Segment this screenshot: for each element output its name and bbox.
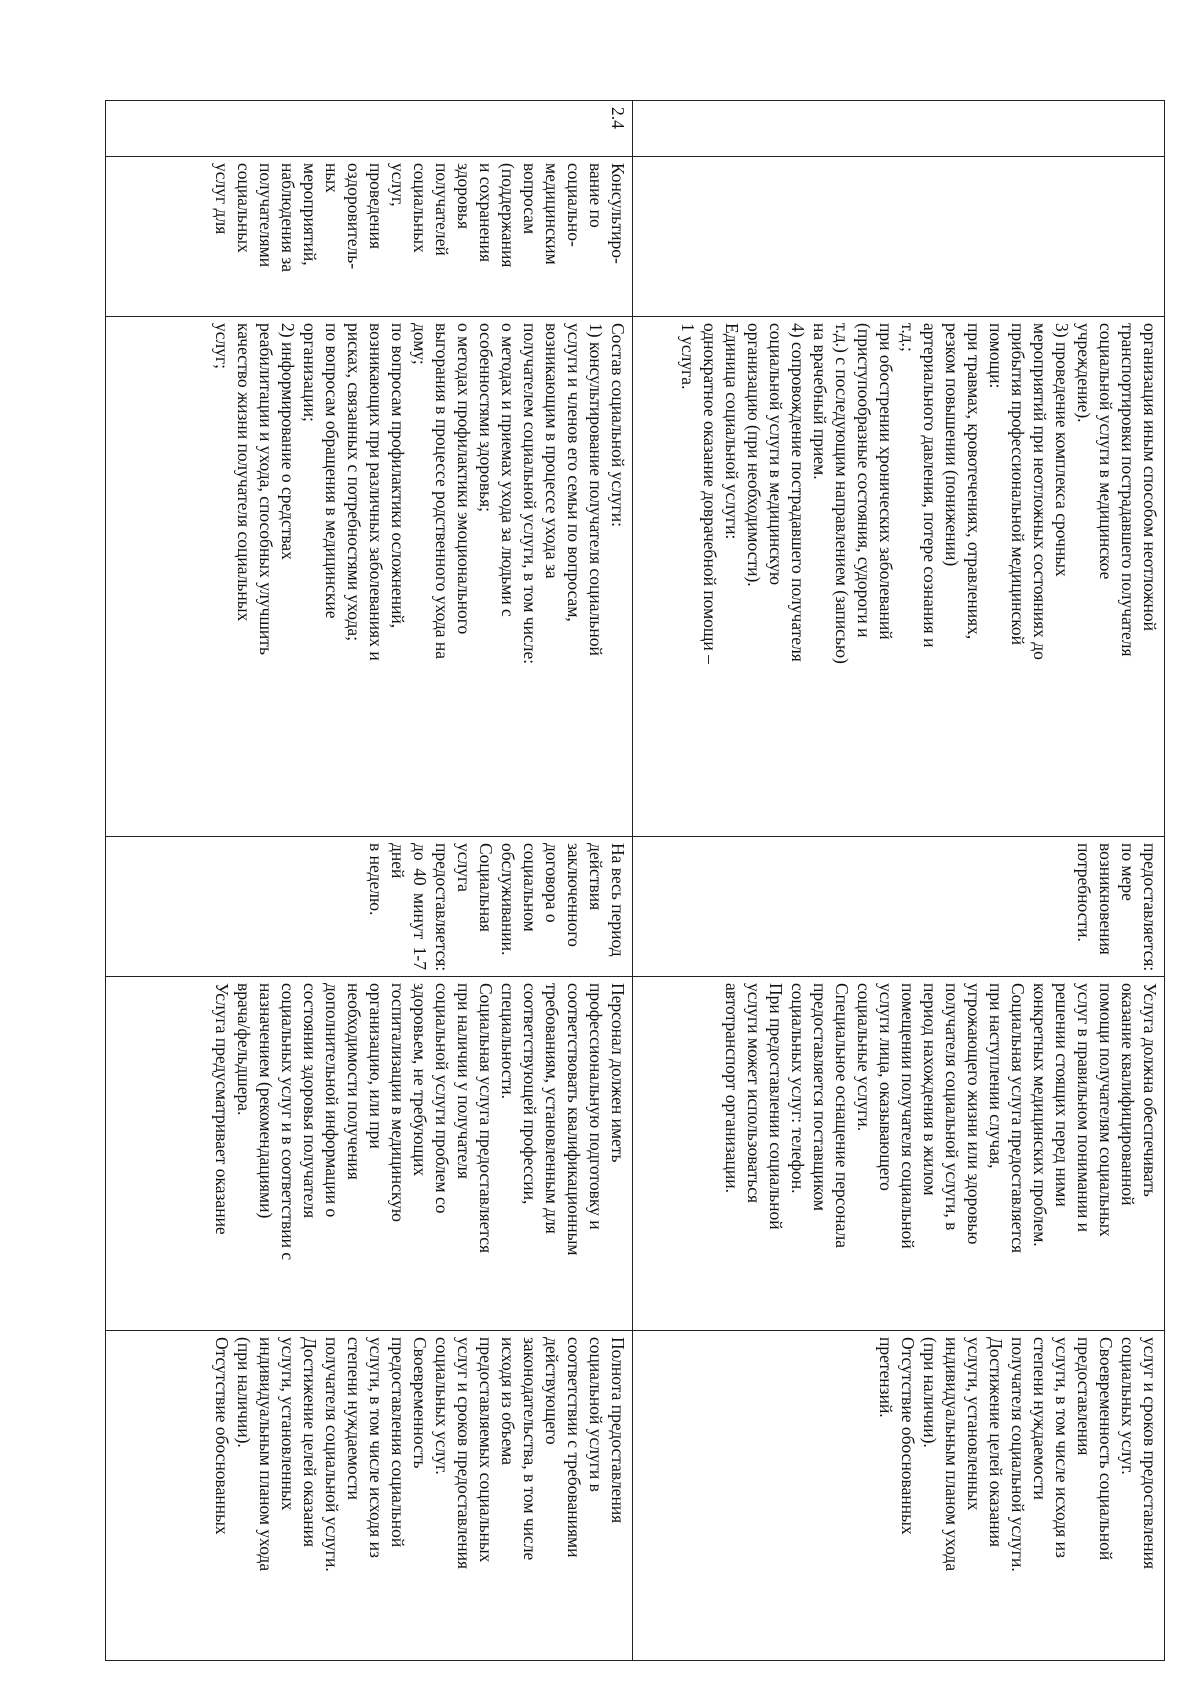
text-line: т.д.; <box>898 323 918 352</box>
text-line: возникновения <box>1096 843 1116 955</box>
text-line: конкретных медицинских проблем. <box>1030 983 1050 1247</box>
text-line: возникающим в процессе ухода за <box>542 323 562 579</box>
text-line: помощи: <box>986 323 1006 389</box>
text-line: социальных <box>410 163 430 253</box>
text-line: Услуга должна обеспечивать <box>1140 983 1160 1197</box>
text-line: услуги, в том числе исходя из <box>1052 1337 1072 1558</box>
text-line: на врачебный прием. <box>810 323 830 480</box>
text-line: социальные услуги. <box>854 983 874 1132</box>
text-line: в неделю. <box>366 843 386 916</box>
text-line: (при наличии). <box>234 1337 254 1448</box>
text-line: врача/фельдшера. <box>234 983 254 1116</box>
text-line: дополнительной информации о <box>322 983 342 1218</box>
row1-service-name <box>633 157 1165 317</box>
text-line: услуг и сроков предоставления <box>454 1337 474 1570</box>
table-row <box>633 101 1165 1661</box>
text-line: услуги, установленных <box>278 1337 298 1511</box>
text-line: при обострении хронических заболеваний <box>876 323 896 640</box>
services-table <box>105 100 1165 1661</box>
text-line: до 40 минут 1-7 дней <box>388 843 430 970</box>
text-line: обслуживании. <box>498 843 518 956</box>
text-line: Персонал должен иметь <box>608 983 628 1163</box>
text-line: соответствии с требованиями <box>564 1337 584 1558</box>
text-line: степени нуждаемости <box>1030 1337 1050 1500</box>
text-line: 3) проведение комплекса срочных <box>1052 323 1072 577</box>
text-line: учреждение). <box>1074 323 1094 423</box>
text-line: особенностями здоровья; <box>476 323 496 513</box>
text-line: Полнота предоставления <box>608 1337 628 1524</box>
text-line: Отсутствие обоснованных <box>898 1337 918 1535</box>
text-line: при наступлении случая, <box>986 983 1006 1169</box>
text-line: госпитализации в медицинскую <box>388 983 408 1222</box>
text-line: исходя из объема <box>498 1337 518 1465</box>
text-line: услуг для <box>212 163 232 235</box>
text-line: получателя социальной услуги, в <box>942 983 962 1231</box>
text-line: помощи получателям социальных <box>1096 983 1116 1237</box>
text-line: здоровьем, не требующих <box>410 983 430 1177</box>
text-line: по вопросам обращения в медицинские <box>322 323 342 619</box>
text-line: Консультиро- <box>608 163 628 264</box>
row1-composition <box>633 317 1165 837</box>
text-line: Единица социальной услуги: <box>722 323 742 540</box>
text-line: предоставляется: <box>432 843 452 972</box>
row2-term <box>106 837 633 977</box>
text-line: угрожающего жизни или здоровью <box>964 983 984 1245</box>
text-line: заключенного <box>564 843 584 947</box>
text-line: транспортировки пострадавшего получателя <box>1118 323 1138 657</box>
text-line: услуг, <box>388 163 408 207</box>
text-line: организация иным способом неотложной <box>1140 323 1160 632</box>
text-line: индивидуальным планом ухода <box>942 1337 962 1572</box>
text-line: т.д.) с последующим направлением (записью) <box>832 323 852 664</box>
text-line: На весь период <box>608 843 628 957</box>
text-line: Своевременность <box>410 1337 430 1469</box>
text-line: (приступообразные состояния, судороги и <box>854 323 874 638</box>
text-line: Состав социальной услуги: <box>608 323 628 528</box>
row2-num: 2.4 <box>106 101 633 157</box>
text-line: здоровья <box>454 163 474 230</box>
text-line: реабилитации и ухода, способных улучшить <box>256 323 276 655</box>
row1-num <box>633 101 1165 157</box>
text-line: предоставляемых социальных <box>476 1337 496 1563</box>
text-line: предоставляется поставщиком <box>810 983 830 1211</box>
text-line: о методах и приемах ухода за людьми с <box>498 323 518 617</box>
text-line: дому; <box>410 323 430 365</box>
text-line: ных <box>322 163 342 193</box>
text-line: услуг; <box>212 323 232 370</box>
text-line: прибытия профессиональной медицинской <box>1008 323 1028 645</box>
text-line: социальных услуг и в соответствии с <box>278 983 298 1261</box>
text-line: специальности. <box>498 983 518 1099</box>
row1-conditions <box>633 977 1165 1331</box>
text-line: при наличии у получателя <box>454 983 474 1179</box>
text-line: организацию, или при <box>366 983 386 1149</box>
text-line: социальной услуги в медицинскую <box>766 323 786 586</box>
text-line: необходимости получения <box>344 983 364 1180</box>
text-line: однократное оказание доврачебной помощи – <box>700 323 720 664</box>
text-line: Отсутствие обоснованных <box>212 1337 232 1535</box>
text-line: помещении получателя социальной <box>898 983 918 1249</box>
text-line: при травмах, кровотечениях, отравлениях, <box>964 323 984 640</box>
text-line: услуги, установленных <box>964 1337 984 1511</box>
text-line: социальной услуги в <box>586 1337 606 1492</box>
text-line: услуги, в том числе исходя из <box>366 1337 386 1558</box>
text-line: претензий. <box>876 1337 896 1418</box>
row1-term <box>633 837 1165 977</box>
text-line: социальных услуг. <box>432 1337 452 1475</box>
text-line: Достижение целей оказания <box>986 1337 1006 1547</box>
text-line: назначением (рекомендациями) <box>256 983 276 1219</box>
text-line: 4) сопровождение пострадавшего получателя <box>788 323 808 662</box>
text-line: Своевременность социальной <box>1096 1337 1116 1561</box>
text-line: социально- <box>564 163 584 247</box>
text-line: Социальная услуга <box>454 843 496 932</box>
rotated-page <box>105 100 1165 1660</box>
text-line: возникающих при различных заболеваниях и <box>366 323 386 661</box>
text-line: выгорания в процессе родственного ухода на <box>432 323 452 659</box>
text-line: услуг в правильном понимании и <box>1074 983 1094 1233</box>
text-line: социальных услуг. <box>1118 1337 1138 1475</box>
text-line: Достижение целей оказания <box>300 1337 320 1547</box>
text-line: предоставления <box>1074 1337 1094 1456</box>
text-line: степени нуждаемости <box>344 1337 364 1500</box>
text-line: рисках, связанных с потребностями ухода; <box>344 323 364 642</box>
text-line: медицинским <box>542 163 562 265</box>
text-line: вание по <box>586 163 606 228</box>
text-line: действия <box>586 843 606 911</box>
text-line: законодательства, в том числе <box>520 1337 540 1561</box>
text-line: период нахождения в жилом <box>920 983 940 1196</box>
text-line: проведения <box>366 163 386 250</box>
text-line: получателем социальной услуги, в том числе: <box>520 323 540 665</box>
text-line: (поддержания <box>498 163 518 268</box>
text-line: решении стоящих перед ними <box>1052 983 1072 1207</box>
text-line: соответствующей профессии, <box>520 983 540 1205</box>
text-line: организацию (при необходимости). <box>744 323 764 587</box>
text-line: наблюдения за <box>278 163 298 273</box>
text-line: Социальная услуга предоставляется <box>476 983 496 1254</box>
text-line: услуг и сроков предоставления <box>1140 1337 1160 1570</box>
text-line: соответствовать квалификационным <box>564 983 584 1256</box>
row2-composition <box>106 317 633 837</box>
text-line: и сохранения <box>476 163 496 263</box>
text-line: организации; <box>300 323 320 422</box>
text-line: Услуга предусматривает оказание <box>212 983 232 1235</box>
text-line: социальном <box>520 843 540 932</box>
text-line: 2) информирование о средствах <box>278 323 298 560</box>
row2-quality <box>106 1331 633 1661</box>
text-line: получателя социальной услуги. <box>322 1337 342 1572</box>
text-line: действующего <box>542 1337 562 1445</box>
text-line: услуги лица, оказывающего <box>876 983 896 1191</box>
text-line: социальных <box>234 163 254 253</box>
text-line: автотранспорт организации. <box>722 983 742 1194</box>
text-line: Социальная услуга предоставляется <box>1008 983 1028 1254</box>
text-line: оздоровитель- <box>344 163 364 270</box>
table-row <box>106 101 633 1661</box>
text-line: предоставляется: <box>1140 843 1160 972</box>
text-line: профессиональную подготовку и <box>586 983 606 1230</box>
text-line: вопросам <box>520 163 540 235</box>
text-line: При предоставлении социальной <box>766 983 786 1230</box>
text-line: артериального давления, потере сознания и <box>920 323 940 648</box>
text-line: 1) консультирование получателя социальной <box>586 323 606 656</box>
text-line: услуги может использоваться <box>744 983 764 1204</box>
text-line: получателей <box>432 163 452 256</box>
text-line: резком повышении (понижении) <box>942 323 962 567</box>
text-line: социальной услуги проблем со <box>432 983 452 1214</box>
text-line: договора о <box>542 843 562 923</box>
text-line: услуги и членов его семьи по вопросам, <box>564 323 584 622</box>
row1-quality <box>633 1331 1165 1661</box>
text-line: по вопросам профилактики осложнений, <box>388 323 408 629</box>
text-line: по мере <box>1118 843 1138 901</box>
text-line: индивидуальным планом ухода <box>256 1337 276 1572</box>
text-line: социальных услуг: телефон. <box>788 983 808 1194</box>
text-line: качество жизни получателя социальных <box>234 323 254 622</box>
row2-conditions <box>106 977 633 1331</box>
text-line: предоставления социальной <box>388 1337 408 1548</box>
text-line: оказание квалифицированной <box>1118 983 1138 1206</box>
row2-service-name <box>106 157 633 317</box>
text-line: мероприятий при неотложных состояниях до <box>1030 323 1050 660</box>
text-line: получателя социальной услуги. <box>1008 1337 1028 1572</box>
text-line: состоянии здоровья получателя <box>300 983 320 1219</box>
text-line: 1 услуга. <box>678 323 698 390</box>
text-line: мероприятий, <box>300 163 320 266</box>
text-line: получателями <box>256 163 276 268</box>
text-line: потребности. <box>1074 843 1094 942</box>
text-line: требованиям, установленным для <box>542 983 562 1234</box>
text-line: (при наличии). <box>920 1337 940 1448</box>
text-line: о методах профилактики эмоционального <box>454 323 474 635</box>
text-line: Специальное оснащение персонала <box>832 983 852 1249</box>
text-line: социальной услуги в медицинское <box>1096 323 1116 580</box>
